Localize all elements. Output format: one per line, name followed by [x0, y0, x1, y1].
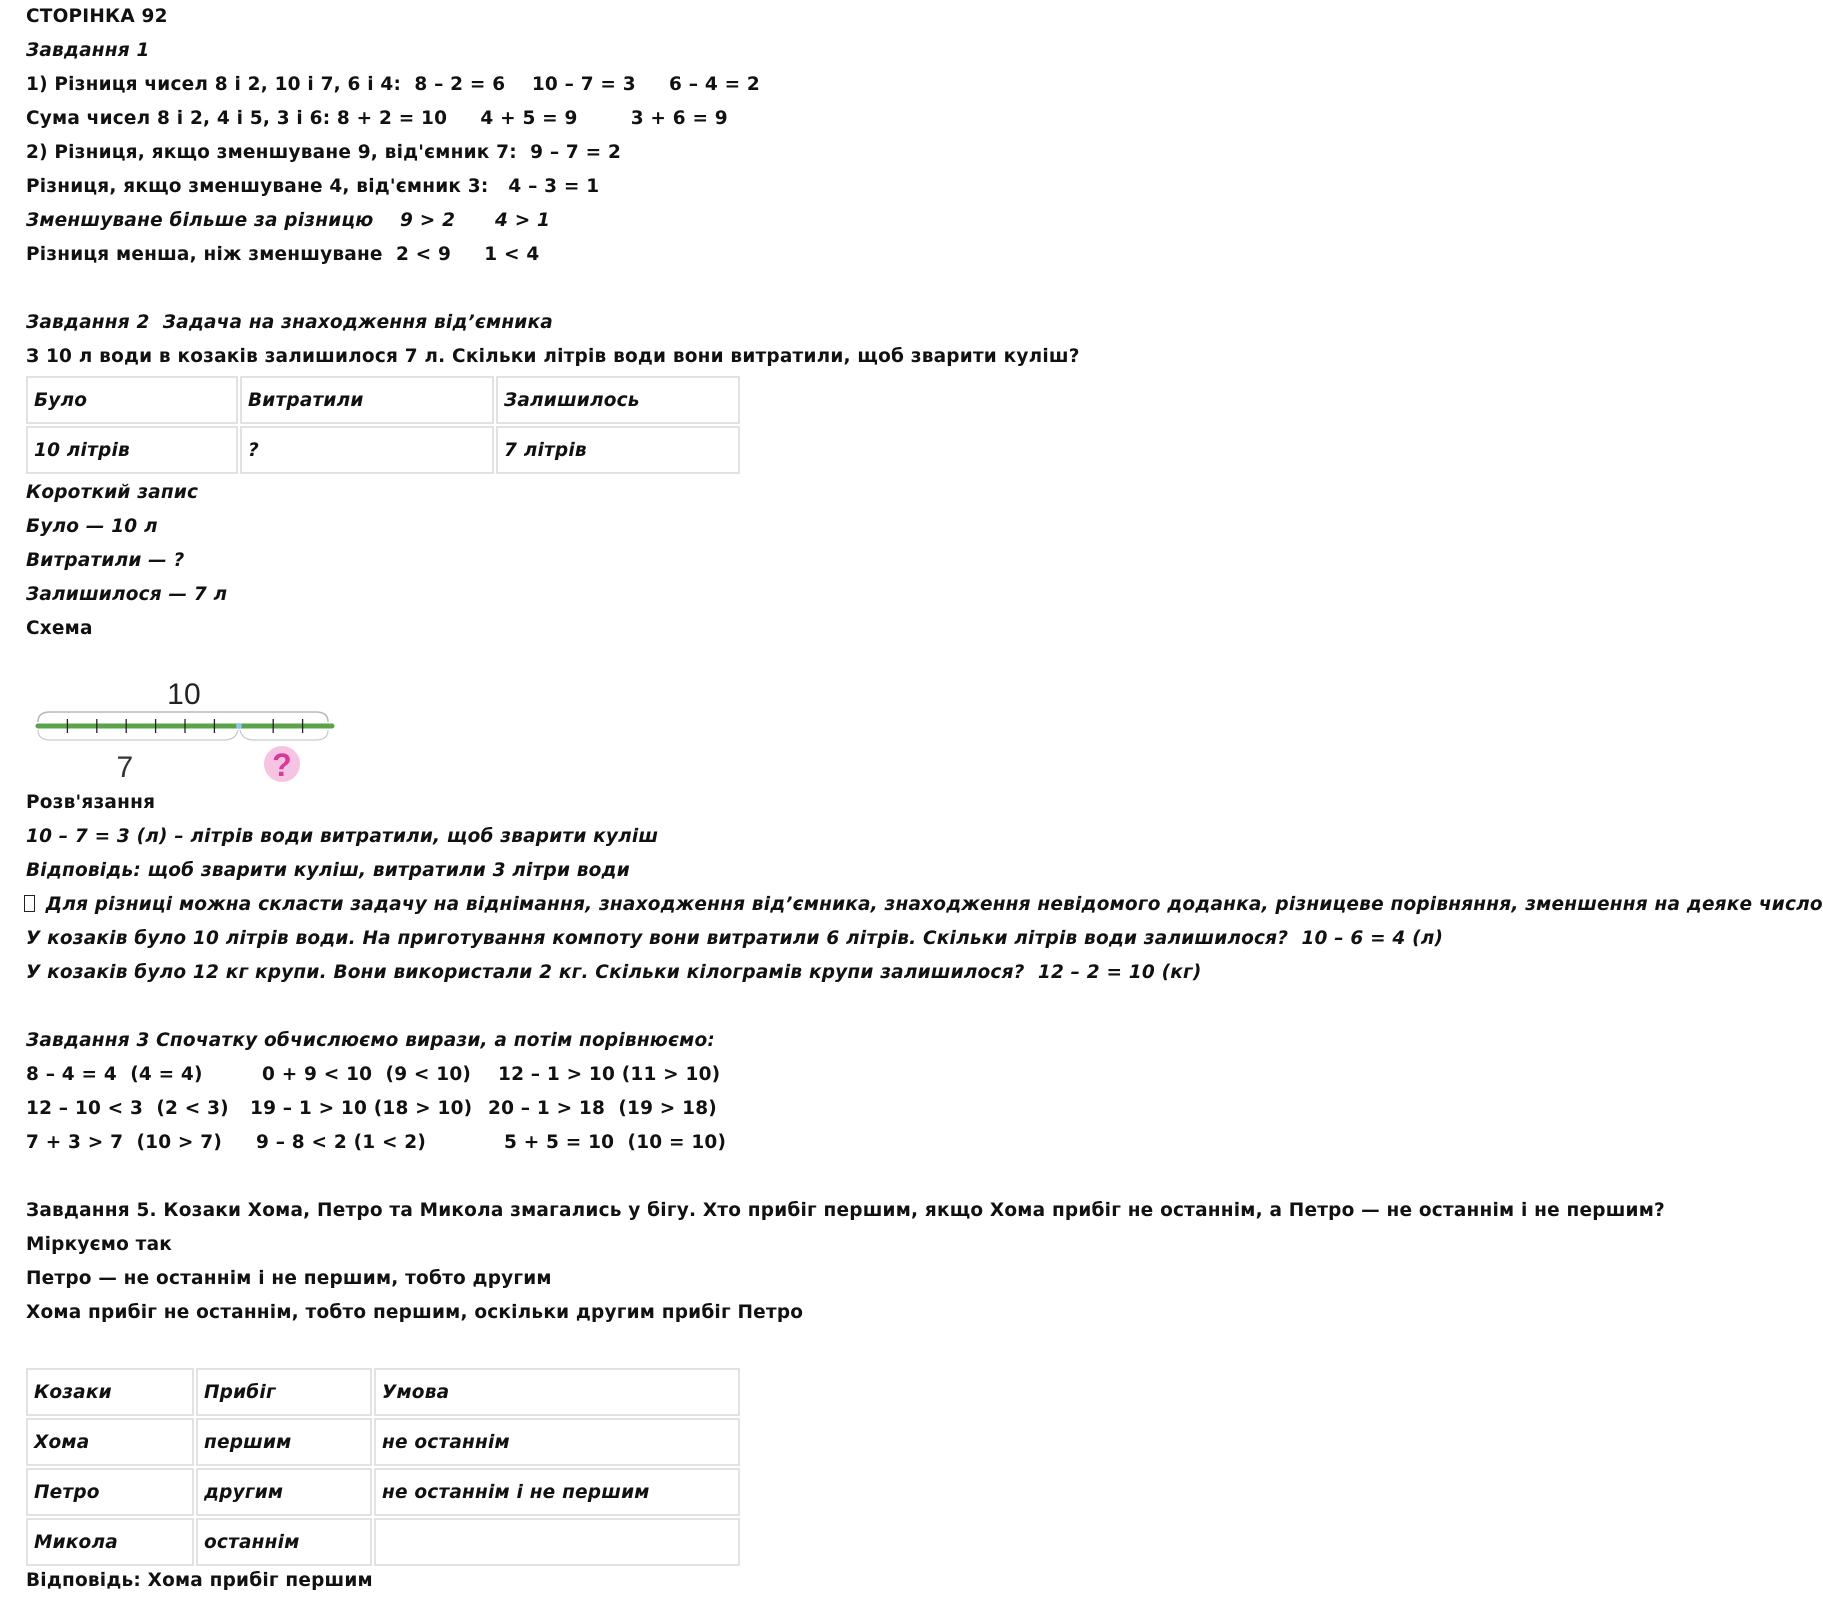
- table-row: [26, 1368, 740, 1416]
- expression: 20 – 1 > 18 (19 > 18): [488, 1098, 717, 1119]
- short-record-line: Витратили — ?: [26, 550, 185, 571]
- task2-note: [24, 888, 1823, 922]
- table-row: [26, 1518, 740, 1566]
- total-brace: [38, 712, 328, 722]
- task3-row: [26, 1126, 1556, 1160]
- task2-title: Завдання 2 Задача на знаходження від’ємника: [26, 312, 553, 333]
- table-row: [26, 376, 740, 424]
- task3-row: [26, 1058, 1556, 1092]
- task2-note-text: Для різниці можна скласти задачу на віднімання, знаходження від’ємника, знаходження невідомого доданка, різницеве порівняння, зменшення на деяке число: [39, 894, 1823, 915]
- scheme-label: Схема: [26, 618, 93, 639]
- table-cell: 10 літрів: [26, 426, 238, 474]
- table-cell: першим: [196, 1418, 372, 1466]
- table-header-cell: Умова: [374, 1368, 740, 1416]
- task5-title: Завдання 5. Козаки Хома, Петро та Микола змагались у бігу. Хто прибіг першим, якщо Хома прибіг не останнім, а Петро — не останнім і не першим?: [26, 1200, 1665, 1221]
- task5-table: [24, 1366, 742, 1568]
- task1-line: 2) Різниця, якщо зменшуване 9, від'ємник 7: 9 – 7 = 2: [26, 142, 622, 163]
- unknown-brace: [240, 730, 328, 740]
- total-label: 10: [167, 678, 201, 711]
- page-title: СТОРІНКА 92: [26, 6, 168, 27]
- table-cell: не останнім: [374, 1418, 740, 1466]
- task1-line: Різниця менша, ніж зменшуване 2 < 9 1 < 4: [26, 244, 540, 265]
- expression: 8 – 4 = 4 (4 = 4): [26, 1064, 203, 1085]
- expression: 0 + 9 < 10 (9 < 10): [262, 1064, 472, 1085]
- expression: 12 – 1 > 10 (11 > 10): [498, 1064, 721, 1085]
- table-cell: Петро: [26, 1468, 194, 1516]
- task2-table: [24, 374, 742, 476]
- table-header-cell: Було: [26, 376, 238, 424]
- task3-title: Завдання 3 Спочатку обчислюємо вирази, а потім порівнюємо:: [26, 1030, 715, 1051]
- table-cell: 7 літрів: [496, 426, 740, 474]
- task5-line: Петро — не останнім і не першим, тобто другим: [26, 1268, 552, 1289]
- table-row: [26, 1468, 740, 1516]
- task1-title: Завдання 1: [26, 40, 150, 61]
- split-point: [236, 723, 242, 729]
- solution-title: Розв'язання: [26, 792, 156, 813]
- worksheet-page: [26, 0, 1823, 1598]
- expression: 7 + 3 > 7 (10 > 7): [26, 1132, 222, 1153]
- task5-answer: Відповідь: Хома прибіг першим: [26, 1570, 373, 1591]
- table-cell: [374, 1518, 740, 1566]
- table-header-cell: Витратили: [240, 376, 494, 424]
- short-record-title: Короткий запис: [26, 482, 199, 503]
- short-record-line: Було — 10 л: [26, 516, 158, 537]
- table-row: [26, 426, 740, 474]
- task2-extra-line: У козаків було 12 кг крупи. Вони використали 2 кг. Скільки кілограмів крупи залишилося? 12 – 2 = 10 (кг): [26, 962, 1202, 983]
- expression: 9 – 8 < 2 (1 < 2): [256, 1132, 427, 1153]
- table-cell: не останнім і не першим: [374, 1468, 740, 1516]
- task1-line: Зменшуване більше за різницю 9 > 2 4 > 1: [26, 210, 551, 231]
- task1-line: Різниця, якщо зменшуване 4, від'ємник 3: 4 – 3 = 1: [26, 176, 600, 197]
- table-header-cell: Залишилось: [496, 376, 740, 424]
- table-cell: Микола: [26, 1518, 194, 1566]
- scheme-svg: [26, 652, 366, 782]
- solution-line: 10 – 7 = 3 (л) – літрів води витратили, щоб зварити куліш: [26, 826, 659, 847]
- part-label: 7: [116, 751, 134, 784]
- task2-answer: Відповідь: щоб зварити куліш, витратили 3 літри води: [26, 860, 630, 881]
- expression: 19 – 1 > 10 (18 > 10): [250, 1098, 473, 1119]
- task2-problem: З 10 л води в козаків залишилося 7 л. Скільки літрів води вони витратили, щоб зварити куліш?: [26, 346, 1080, 367]
- table-cell: Хома: [26, 1418, 194, 1466]
- box-glyph-icon: [24, 895, 35, 912]
- unknown-label: ?: [272, 747, 292, 783]
- expression: 5 + 5 = 10 (10 = 10): [504, 1132, 727, 1153]
- table-header-cell: Козаки: [26, 1368, 194, 1416]
- task1-line: 1) Різниця чисел 8 і 2, 10 і 7, 6 і 4: 8 – 2 = 6 10 – 7 = 3 6 – 4 = 2: [26, 74, 760, 95]
- scheme-diagram: [26, 652, 366, 782]
- table-cell: останнім: [196, 1518, 372, 1566]
- table-row: [26, 1418, 740, 1466]
- task5-line: Хома прибіг не останнім, тобто першим, оскільки другим прибіг Петро: [26, 1302, 804, 1323]
- expression: 12 – 10 < 3 (2 < 3): [26, 1098, 229, 1119]
- table-cell: другим: [196, 1468, 372, 1516]
- table-cell: ?: [240, 426, 494, 474]
- table-header-cell: Прибіг: [196, 1368, 372, 1416]
- task2-extra-line: У козаків було 10 літрів води. На приготування компоту вони витратили 6 літрів. Скільки літрів води залишилося? 10 – 6 = 4 (л): [26, 928, 1444, 949]
- task3-row: [26, 1092, 1556, 1126]
- short-record-line: Залишилося — 7 л: [26, 584, 228, 605]
- task5-line: Міркуємо так: [26, 1234, 173, 1255]
- task1-line: Сума чисел 8 і 2, 4 і 5, 3 і 6: 8 + 2 = 10 4 + 5 = 9 3 + 6 = 9: [26, 108, 728, 129]
